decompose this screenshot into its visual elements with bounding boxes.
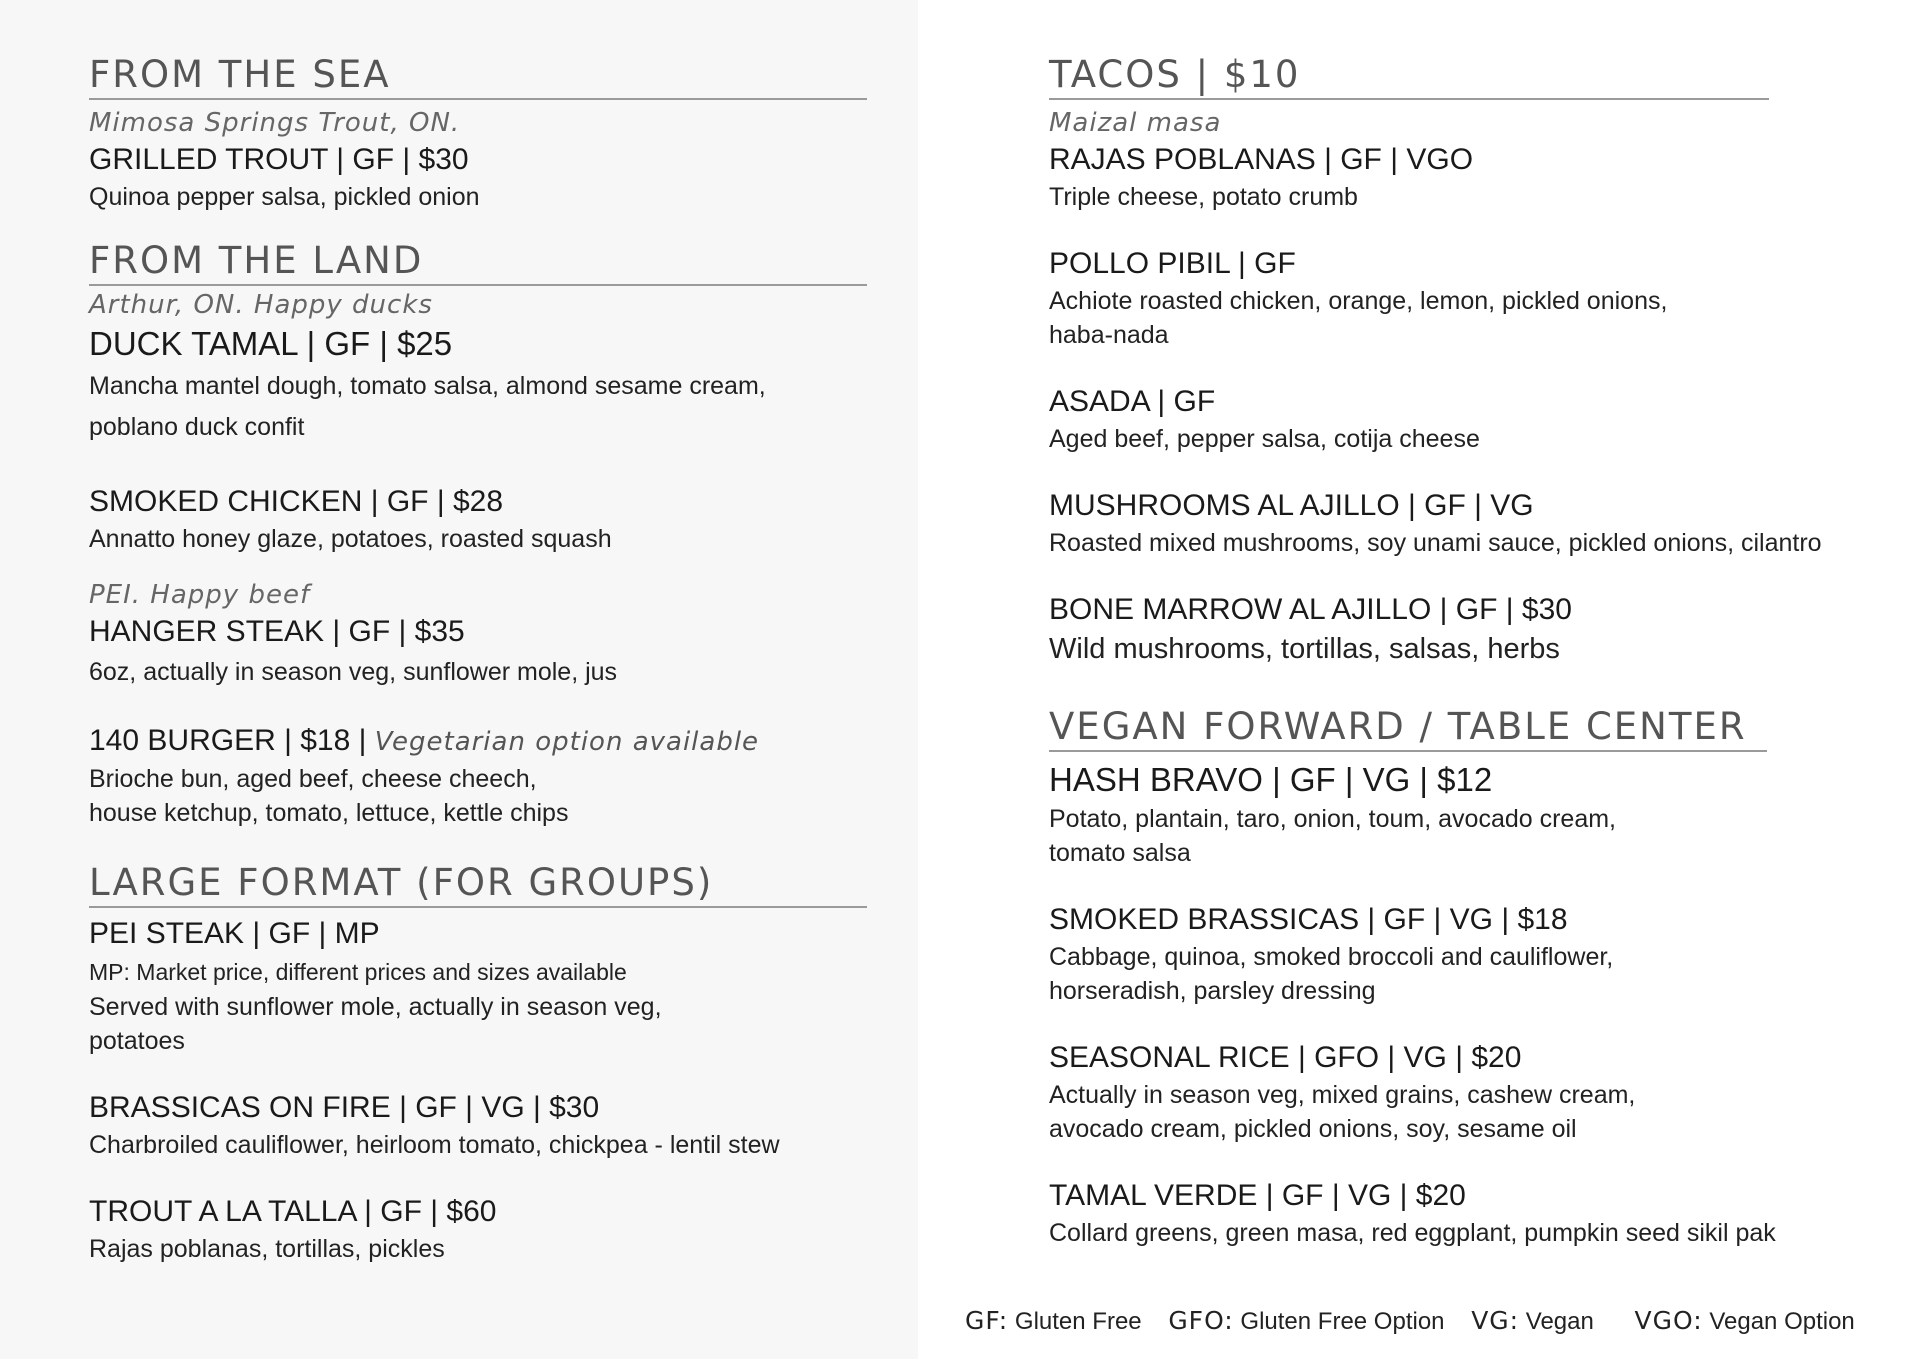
item-title: BONE MARROW AL AJILLO | GF | $30	[1049, 593, 1572, 626]
menu-item	[1049, 486, 1822, 560]
section-vegan-forward	[1049, 704, 1776, 1250]
legend-abbr: VGO:	[1634, 1306, 1703, 1335]
section-subtitle: Maizal masa	[1049, 108, 1222, 138]
item-description: Collard greens, green masa, red eggplant, pumpkin seed sikil pak	[1049, 1219, 1776, 1247]
item-title: DUCK TAMAL | GF | $25	[89, 325, 453, 362]
item-title	[89, 721, 867, 762]
menu-item	[89, 721, 867, 830]
item-title: ASADA | GF	[1049, 385, 1216, 418]
section-large-format	[89, 860, 867, 1266]
legend-entry	[1168, 1306, 1444, 1336]
legend-text: Gluten Free	[1014, 1308, 1142, 1335]
menu-item	[89, 322, 867, 448]
right-column	[1049, 52, 1909, 1250]
item-description: Rajas poblanas, tortillas, pickles	[89, 1235, 445, 1263]
section-from-the-sea	[89, 52, 867, 214]
item-title: TAMAL VERDE | GF | VG | $20	[1049, 1179, 1466, 1212]
section-title: FROM THE SEA	[89, 52, 867, 100]
menu-item	[89, 140, 867, 214]
item-description: Potato, plantain, taro, onion, toum, avocado cream, tomato salsa	[1049, 805, 1617, 867]
item-title: PEI STEAK | GF | MP	[89, 917, 380, 950]
menu-item	[1049, 244, 1769, 352]
section-subtitle: Mimosa Springs Trout, ON.	[89, 108, 461, 138]
section-tacos	[1049, 52, 1822, 668]
item-description: Mancha mantel dough, tomato salsa, almond sesame cream, poblano duck confit	[89, 372, 766, 441]
item-title: SMOKED CHICKEN | GF | $28	[89, 485, 504, 518]
item-title: HANGER STEAK | GF | $35	[89, 615, 465, 648]
item-description: Wild mushrooms, tortillas, salsas, herbs	[1049, 633, 1560, 665]
item-description: Achiote roasted chicken, orange, lemon, pickled onions, haba-nada	[1049, 287, 1668, 349]
item-title: TROUT A LA TALLA | GF | $60	[89, 1195, 497, 1228]
legend-text: Vegan Option	[1709, 1308, 1855, 1335]
item-description: Charbroiled cauliflower, heirloom tomato, chickpea - lentil stew	[89, 1131, 780, 1159]
item-title: HASH BRAVO | GF | VG | $12	[1049, 761, 1493, 798]
item-title: GRILLED TROUT | GF | $30	[89, 143, 469, 176]
item-description: Roasted mixed mushrooms, soy unami sauce, pickled onions, cilantro	[1049, 529, 1822, 557]
item-title: SEASONAL RICE | GFO | VG | $20	[1049, 1041, 1522, 1074]
left-column	[89, 52, 869, 1266]
section-subtitle: Arthur, ON. Happy ducks	[89, 290, 433, 320]
item-title: SMOKED BRASSICAS | GF | VG | $18	[1049, 903, 1568, 936]
section-from-the-land	[89, 238, 867, 830]
section-title: VEGAN FORWARD / TABLE CENTER	[1049, 704, 1767, 752]
item-title-text: 140 BURGER | $18 |	[89, 724, 367, 757]
menu-item	[89, 482, 867, 556]
item-title: POLLO PIBIL | GF	[1049, 247, 1296, 280]
section-title: FROM THE LAND	[89, 238, 867, 286]
menu-item	[1049, 1176, 1776, 1250]
section-title: TACOS | $10	[1049, 52, 1769, 100]
item-description: Served with sunflower mole, actually in season veg, potatoes	[89, 993, 662, 1055]
menu-item	[1049, 900, 1767, 1008]
item-description: Actually in season veg, mixed grains, cashew cream, avocado cream, pickled onions, soy, sesame oil	[1049, 1081, 1636, 1143]
menu-item	[89, 578, 867, 693]
menu-item	[1049, 590, 1769, 668]
legend-abbr: GF:	[965, 1306, 1009, 1335]
item-description: Triple cheese, potato crumb	[1049, 183, 1358, 211]
item-price-note: MP: Market price, different prices and sizes available	[89, 959, 627, 985]
menu-item	[1049, 1038, 1767, 1146]
legend-entry	[965, 1306, 1142, 1336]
item-description: Cabbage, quinoa, smoked broccoli and cauliflower, horseradish, parsley dressing	[1049, 943, 1614, 1005]
section-title: LARGE FORMAT (FOR GROUPS)	[89, 860, 867, 908]
item-description: Quinoa pepper salsa, pickled onion	[89, 183, 480, 211]
menu-item	[1049, 382, 1769, 456]
item-title: RAJAS POBLANAS | GF | VGO	[1049, 143, 1474, 176]
menu-item	[1049, 758, 1767, 870]
item-title: BRASSICAS ON FIRE | GF | VG | $30	[89, 1091, 600, 1124]
legend-abbr: GFO:	[1168, 1306, 1234, 1335]
dietary-legend	[965, 1306, 1855, 1336]
menu-item	[89, 1192, 867, 1266]
legend-text: Gluten Free Option	[1240, 1308, 1445, 1335]
item-description: Brioche bun, aged beef, cheese cheech, house ketchup, tomato, lettuce, kettle chips	[89, 765, 569, 827]
item-description: Aged beef, pepper salsa, cotija cheese	[1049, 425, 1480, 453]
legend-abbr: VG:	[1471, 1306, 1520, 1335]
item-title: MUSHROOMS AL AJILLO | GF | VG	[1049, 489, 1534, 522]
legend-entry	[1635, 1306, 1855, 1336]
menu-item	[1049, 140, 1769, 214]
legend-entry	[1471, 1306, 1594, 1336]
item-option-note: Vegetarian option available	[374, 727, 760, 757]
menu-item	[89, 914, 867, 1058]
item-origin: PEI. Happy beef	[89, 580, 311, 610]
menu-item	[89, 1088, 867, 1162]
item-description: 6oz, actually in season veg, sunflower mole, jus	[89, 658, 618, 686]
item-description: Annatto honey glaze, potatoes, roasted squash	[89, 525, 612, 553]
legend-text: Vegan	[1525, 1308, 1594, 1335]
